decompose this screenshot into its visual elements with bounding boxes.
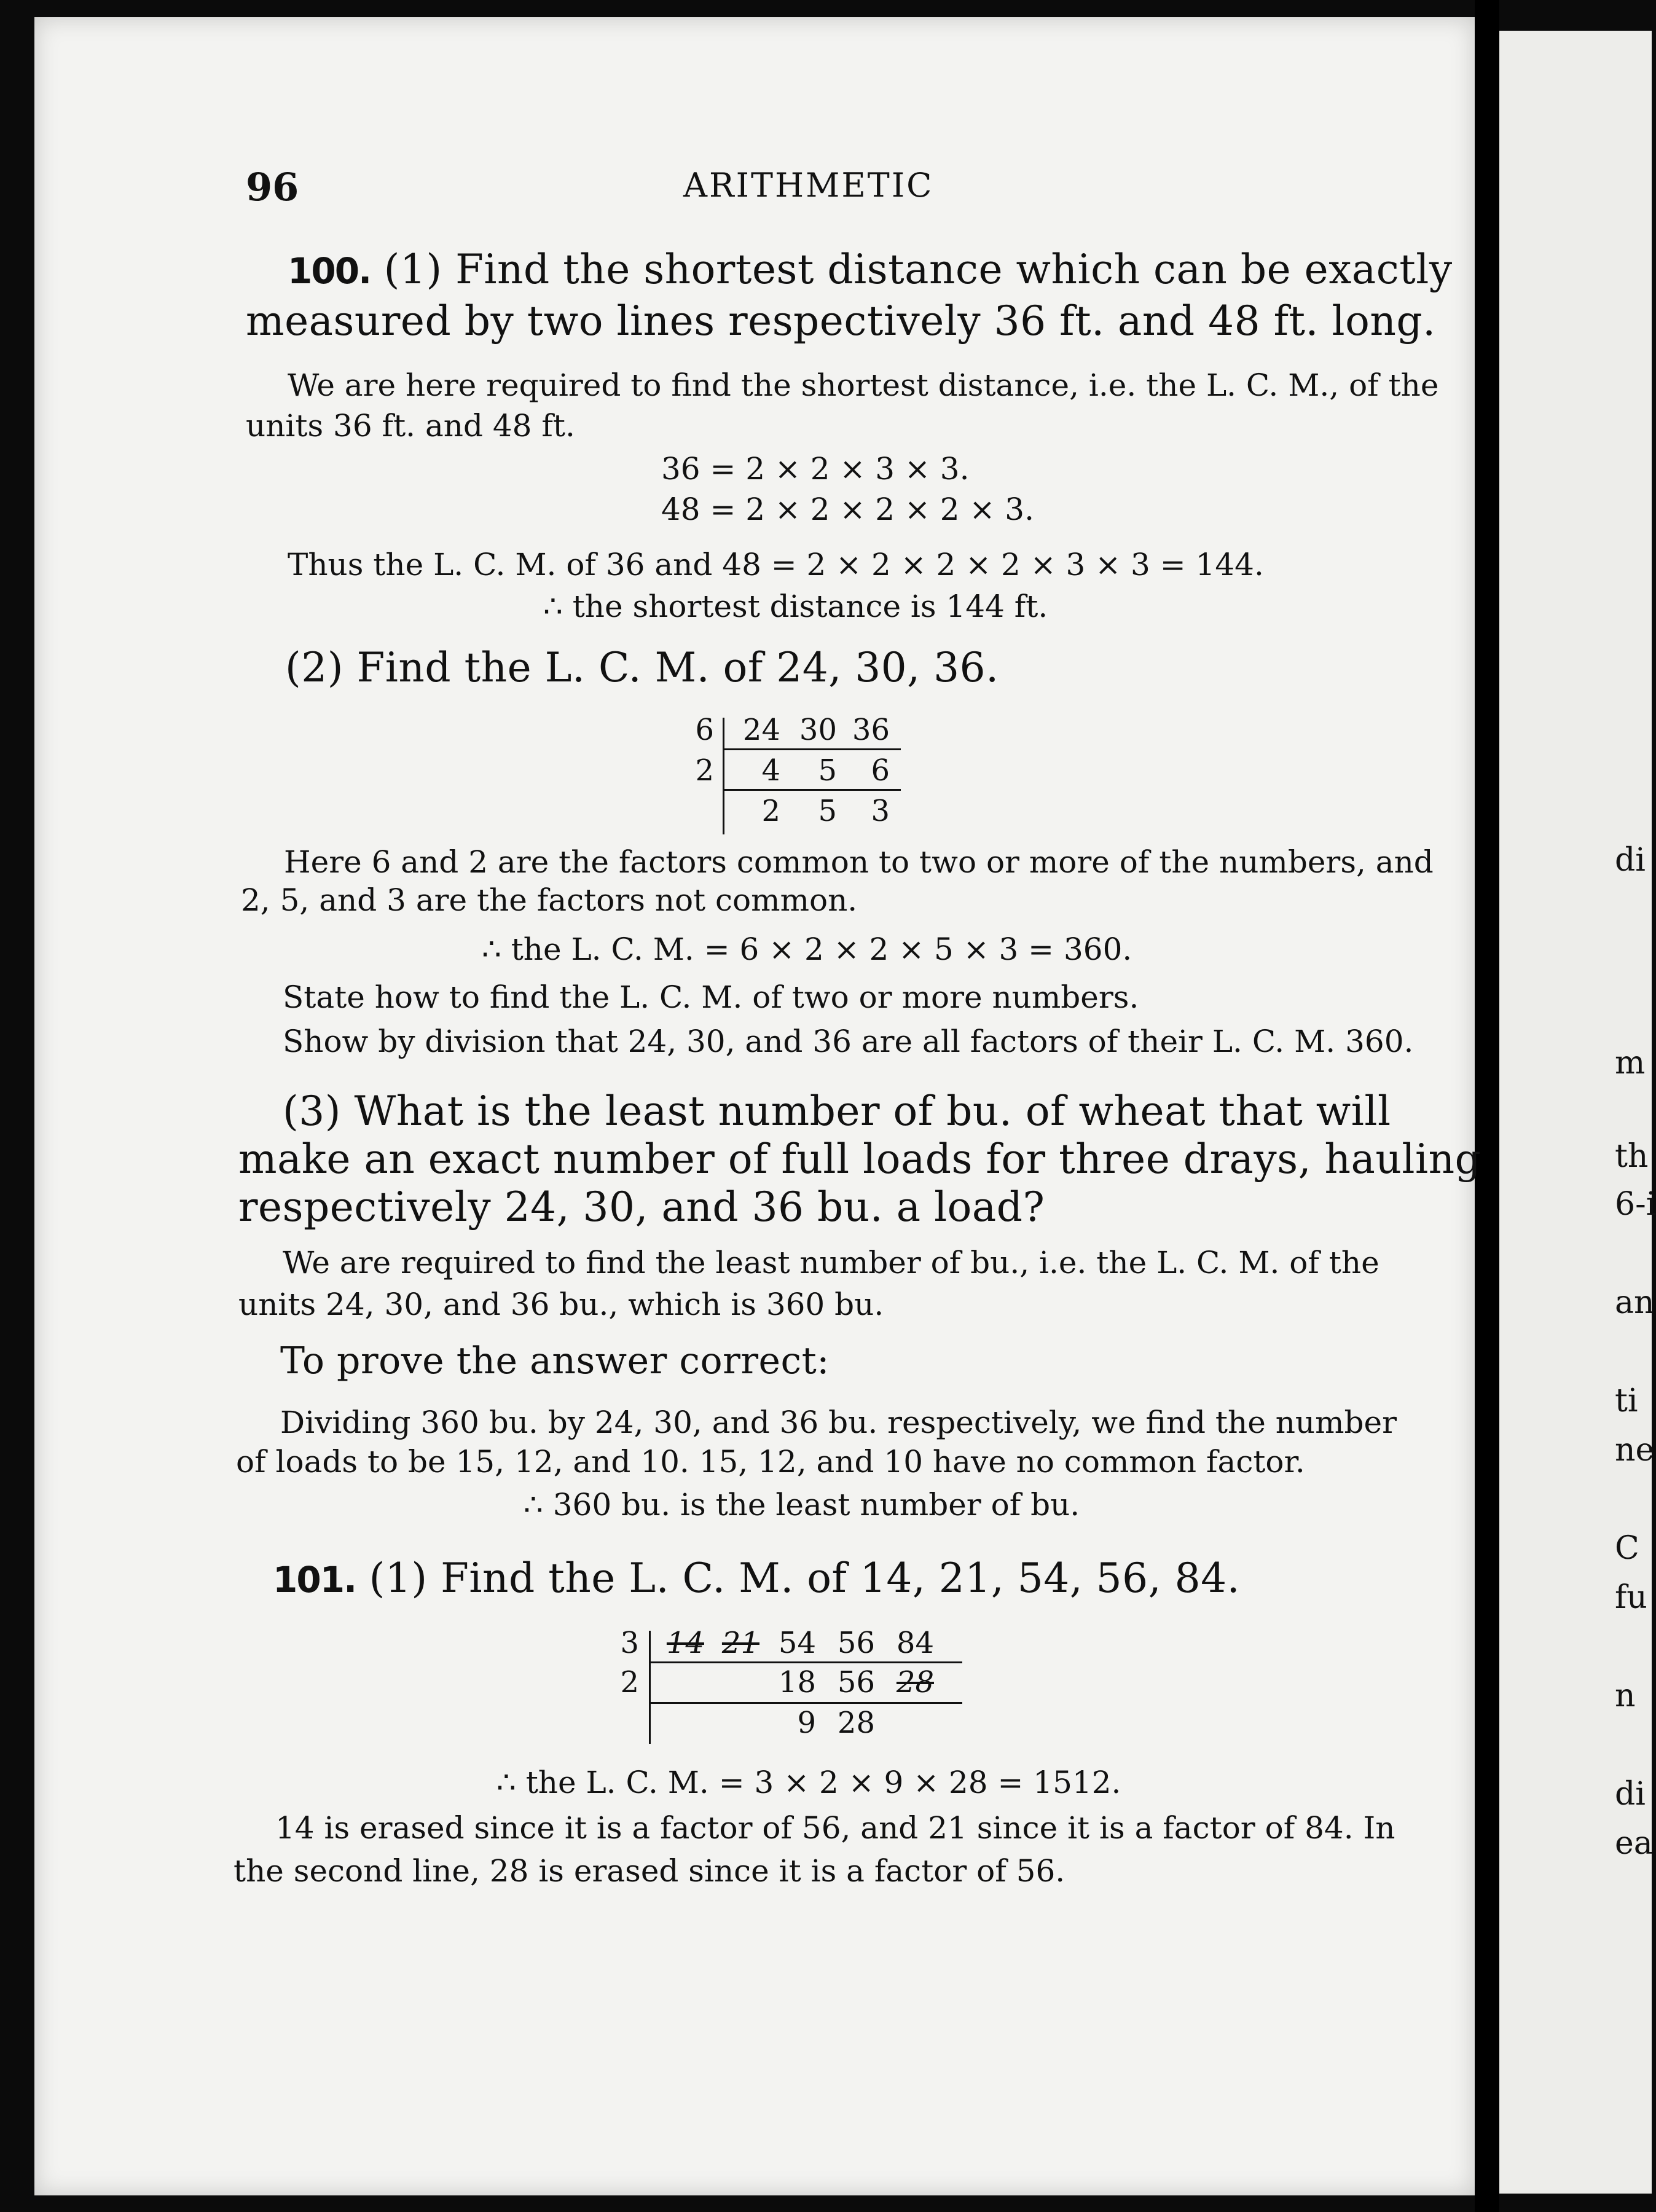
table-cell: 5: [818, 753, 837, 788]
table-rule: [649, 1661, 962, 1663]
explanation-3-line1: We are required to find the least number of bu., i.e. the L. C. M. of the: [283, 1245, 1379, 1281]
table-cell: 30: [799, 713, 837, 747]
explanation-1-line1: We are here required to find the shortest distance, i.e. the L. C. M., of the: [288, 367, 1439, 403]
next-page-fragment: ti: [1615, 1382, 1638, 1419]
next-page-fragment: fu: [1615, 1579, 1647, 1616]
thus-line: Thus the L. C. M. of 36 and 48 = 2 × 2 × 2 × 2 × 3 × 3 = 144.: [288, 547, 1264, 582]
table-rule: [649, 1702, 962, 1704]
problem-100-line2: measured by two lines respectively 36 ft. and 48 ft. long.: [246, 297, 1436, 345]
equation-36: 36 = 2 × 2 × 3 × 3.: [661, 451, 970, 487]
erased-cell: 21: [721, 1626, 759, 1660]
dividing-line1: Dividing 360 bu. by 24, 30, and 36 bu. respectively, we find the number: [280, 1405, 1397, 1440]
divisor: 2: [620, 1665, 639, 1700]
explanation-1-line2: units 36 ft. and 48 ft.: [246, 408, 575, 444]
table-cell: 28: [837, 1706, 875, 1740]
equation-48: 48 = 2 × 2 × 2 × 2 × 3.: [661, 492, 1034, 527]
show-instruction: Show by division that 24, 30, and 36 are all factors of their L. C. M. 360.: [283, 1024, 1414, 1059]
table-cell: 5: [818, 794, 837, 828]
division-table-14-21-54-56-84: [614, 1626, 983, 1749]
explanation-101-line1: 14 is erased since it is a factor of 56, and 21 since it is a factor of 84. In: [275, 1810, 1395, 1846]
divisor: 6: [695, 713, 714, 747]
explanation-2-line1: Here 6 and 2 are the factors common to two or more of the numbers, and: [284, 844, 1434, 880]
explanation-101-line2: the second line, 28 is erased since it is a factor of 56.: [233, 1853, 1065, 1889]
table-rule: [723, 748, 901, 750]
table-cell: 6: [871, 753, 890, 788]
prove-heading: To prove the answer correct:: [280, 1339, 830, 1382]
table-cell: 4: [761, 753, 780, 788]
therefore-shortest: ∴ the shortest distance is 144 ft.: [543, 589, 1048, 624]
next-page-fragment: di: [1615, 1776, 1646, 1813]
next-page-fragment: m: [1615, 1045, 1646, 1081]
page-number: 96: [246, 165, 299, 210]
table-cell: 54: [778, 1626, 816, 1660]
table-cell: 84: [896, 1626, 934, 1660]
table-cell: 18: [778, 1665, 816, 1700]
explanation-3-line2: units 24, 30, and 36 bu., which is 360 bu.: [238, 1287, 884, 1322]
therefore-lcm-1512: ∴ the L. C. M. = 3 × 2 × 9 × 28 = 1512.: [496, 1765, 1121, 1800]
division-table-24-30-36: [688, 713, 909, 836]
table-cell: 3: [871, 794, 890, 828]
section-number-101: 101.: [273, 1559, 356, 1601]
problem-100-3-line1: (3) What is the least number of bu. of wheat that will: [283, 1088, 1391, 1135]
erased-cell: 14: [666, 1626, 704, 1660]
therefore-360-bu: ∴ 360 bu. is the least number of bu.: [524, 1487, 1080, 1523]
next-page-fragment: th: [1615, 1138, 1649, 1175]
explanation-2-line2: 2, 5, and 3 are the factors not common.: [241, 882, 858, 918]
table-vertical-rule: [649, 1631, 651, 1744]
problem-100-2: (2) Find the L. C. M. of 24, 30, 36.: [285, 644, 999, 691]
book-gutter: [1475, 0, 1499, 2212]
problem-100-line1: 100. (1) Find the shortest distance which can be exactly: [288, 246, 1453, 293]
table-rule: [723, 789, 901, 791]
divisor: 3: [620, 1626, 639, 1660]
next-page-fragment: ea: [1615, 1825, 1653, 1862]
next-page-fragment: di: [1615, 842, 1646, 879]
next-page-fragment: C: [1615, 1530, 1639, 1567]
table-vertical-rule: [723, 718, 724, 834]
therefore-lcm-360: ∴ the L. C. M. = 6 × 2 × 2 × 5 × 3 = 360.: [482, 931, 1132, 967]
dividing-line2: of loads to be 15, 12, and 10. 15, 12, and 10 have no common factor.: [236, 1444, 1305, 1480]
erased-cell: 28: [896, 1665, 934, 1700]
next-page-fragment: n: [1615, 1677, 1636, 1714]
next-page-edge: [1499, 31, 1655, 2194]
next-page-fragment: ne: [1615, 1432, 1655, 1469]
table-cell: 56: [837, 1626, 875, 1660]
table-cell: 9: [797, 1706, 816, 1740]
table-cell: 56: [837, 1665, 875, 1700]
next-page-fragment: an: [1615, 1284, 1655, 1321]
table-cell: 24: [742, 713, 780, 747]
problem-100-3-line3: respectively 24, 30, and 36 bu. a load?: [238, 1183, 1045, 1231]
next-page-fragment: 6-i: [1615, 1186, 1656, 1223]
divisor: 2: [695, 753, 714, 788]
problem-101-1: 101. (1) Find the L. C. M. of 14, 21, 54, 56, 84.: [273, 1555, 1241, 1602]
running-head: ARITHMETIC: [683, 166, 934, 205]
table-cell: 36: [852, 713, 890, 747]
table-cell: 2: [761, 794, 780, 828]
section-number-100: 100.: [288, 250, 371, 292]
state-instruction: State how to find the L. C. M. of two or more numbers.: [283, 979, 1139, 1015]
problem-100-3-line2: make an exact number of full loads for three drays, hauling: [238, 1135, 1481, 1183]
